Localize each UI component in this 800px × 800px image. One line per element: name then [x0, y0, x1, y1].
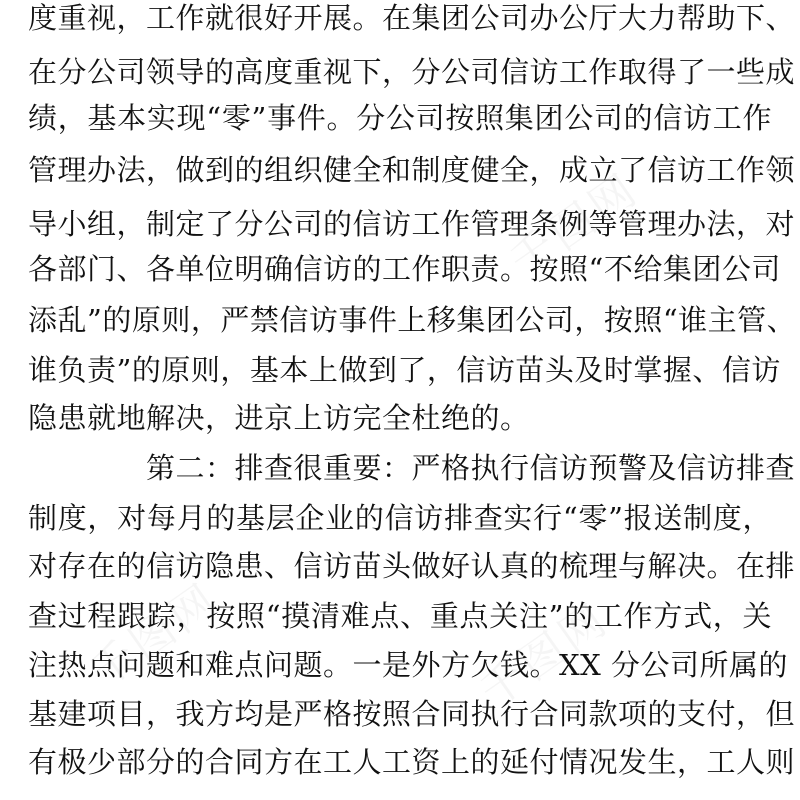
text-line: 绩，基本实现“零”事件。分公司按照集团公司的信访工作	[28, 101, 772, 135]
text-line: 各部门、各单位明确信访的工作职责。按照“不给集团公司	[28, 252, 781, 286]
text-line: 管理办法，做到的组织健全和制度健全，成立了信访工作领	[28, 153, 796, 187]
text-line: 导小组，制定了分公司的信访工作管理条例等管理办法，对	[28, 207, 796, 241]
text-line: 在分公司领导的高度重视下，分公司信访工作取得了一些成	[28, 55, 796, 89]
text-line: 谁负责”的原则，基本上做到了，信访苗头及时掌握、信访	[28, 353, 781, 387]
watermark: 千图网	[500, 163, 649, 288]
text-line: 基建项目，我方均是严格按照合同执行合同款项的支付，但	[28, 697, 796, 731]
text-line: 添乱”的原则，严禁信访事件上移集团公司，按照“谁主管、	[28, 303, 797, 337]
watermark: 千图网	[470, 593, 619, 718]
text-line: 查过程跟踪，按照“摸清难点、重点关注”的工作方式，关	[28, 599, 772, 633]
text-line: 注热点问题和难点问题。一是外方欠钱。XX 分公司所属的	[28, 648, 789, 682]
text-line: 隐患就地解决，进京上访完全杜绝的。	[28, 401, 530, 435]
text-line: 制度，对每月的基层企业的信访排查实行“零”报送制度，	[28, 501, 772, 535]
text-line: 第二：排查很重要：严格执行信访预警及信访排查	[146, 451, 796, 485]
watermark: 千图网	[80, 573, 229, 698]
text-line: 度重视，工作就很好开展。在集团公司办公厅大力帮助下、	[28, 1, 796, 35]
text-line: 对存在的信访隐患、信访苗头做好认真的梳理与解决。在排	[28, 549, 796, 583]
text-line: 有极少部分的合同方在工人工资上的延付情况发生，工人则	[28, 745, 796, 779]
